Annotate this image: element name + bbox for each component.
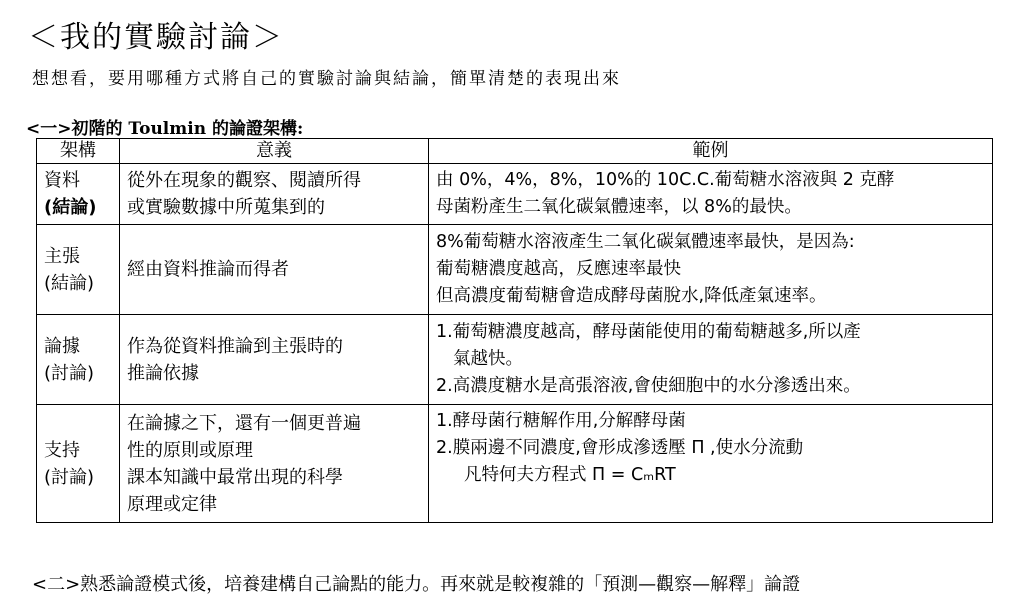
vant-hoff-formula: 凡特何夫方程式 Π = CₘRT <box>464 465 676 485</box>
row-meaning <box>120 225 429 315</box>
row-label-sub: (討論) <box>44 466 95 488</box>
row-label-sub: (結論) <box>44 272 95 294</box>
row-label-main: 資料 <box>44 170 80 191</box>
toulmin-table <box>36 138 993 523</box>
example-line: 葡萄糖濃度越高，反應速率最快 <box>436 259 681 279</box>
table-header-row <box>37 139 993 164</box>
row-example <box>429 164 993 225</box>
row-label <box>37 164 120 225</box>
meaning-line: 課本知識中最常出現的科學 <box>127 466 343 488</box>
example-line: 由 0%，4%，8%，10%的 10C.C.葡萄糖水溶液與 2 克酵 <box>436 170 895 190</box>
row-label <box>37 315 120 405</box>
meaning-line: 原理或定律 <box>127 493 217 515</box>
row-example <box>429 315 993 405</box>
meaning-line: 作為從資料推論到主張時的 <box>127 335 343 357</box>
row-example <box>429 225 993 315</box>
example-line: 氣越快。 <box>453 349 523 369</box>
example-line: 8%葡萄糖水溶液產生二氧化碳氣體速率最快，是因為: <box>436 232 855 252</box>
example-line: 1.酵母菌行糖解作用,分解酵母菌 <box>436 411 686 431</box>
row-label <box>37 405 120 523</box>
meaning-line: 從外在現象的觀察、閱讀所得 <box>127 170 361 191</box>
section-heading-argument: <二>熟悉論證模式後，培養建構自己論點的能力。再來就是較複雜的「預測—觀察—解釋」論證 <box>32 574 801 595</box>
example-line: 2.膜兩邊不同濃度,會形成滲透壓 Π ,使水分流動 <box>436 438 804 458</box>
table-row-backing <box>37 405 993 523</box>
row-label-main: 主張 <box>44 245 80 267</box>
example-line: 但高濃度葡萄糖會造成酵母菌脫水,降低產氣速率。 <box>436 286 827 306</box>
table-row-warrant <box>37 315 993 405</box>
meaning-line: 經由資料推論而得者 <box>127 259 289 280</box>
row-label-main: 支持 <box>44 439 80 461</box>
row-label-sub: (結論) <box>44 197 97 218</box>
header-example: 範例 <box>429 139 993 164</box>
example-line: 母菌粉產生二氧化碳氣體速率，以 8%的最快。 <box>436 197 802 217</box>
header-meaning: 意義 <box>120 139 429 164</box>
row-label <box>37 225 120 315</box>
page-subtitle: 想想看，要用哪種方式將自己的實驗討論與結論，簡單清楚的表現出來 <box>32 69 621 89</box>
header-structure: 架構 <box>37 139 120 164</box>
meaning-line: 在論據之下，還有一個更普遍 <box>127 412 361 434</box>
row-label-sub: (討論) <box>44 362 95 384</box>
example-line: 1.葡萄糖濃度越高，酵母菌能使用的葡萄糖越多,所以產 <box>436 322 861 342</box>
row-label-main: 論據 <box>44 335 80 357</box>
meaning-line: 推論依據 <box>127 362 199 384</box>
page-title: ＜我的實驗討論＞ <box>28 20 284 55</box>
table-row-data <box>37 164 993 225</box>
row-meaning <box>120 405 429 523</box>
section-heading-toulmin: <一>初階的 Toulmin 的論證架構: <box>26 119 304 139</box>
row-meaning <box>120 164 429 225</box>
meaning-line: 性的原則或原理 <box>127 439 253 461</box>
table-row-claim <box>37 225 993 315</box>
row-example <box>429 405 993 523</box>
row-meaning <box>120 315 429 405</box>
meaning-line: 或實驗數據中所蒐集到的 <box>127 197 325 218</box>
example-line: 2.高濃度糖水是高張溶液,會使細胞中的水分滲透出來。 <box>436 376 861 396</box>
